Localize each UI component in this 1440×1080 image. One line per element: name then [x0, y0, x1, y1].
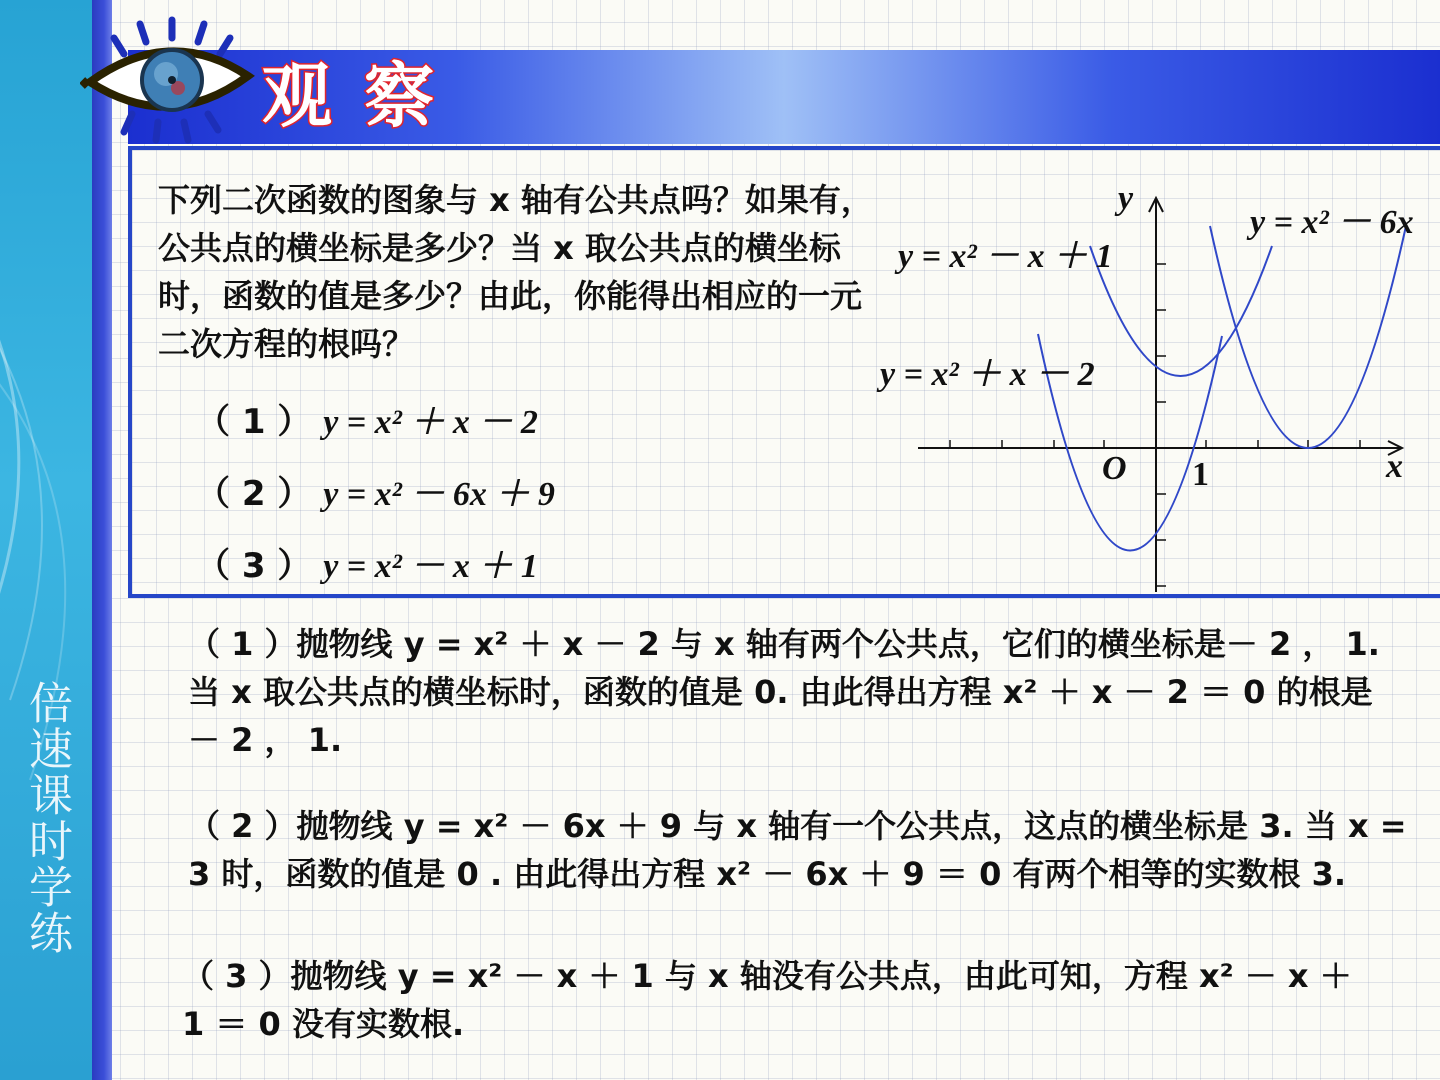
- curve-label-1: y = x² － 6x: [1250, 204, 1414, 241]
- curve-label-2: y = x² － x ＋ 1: [898, 238, 1113, 275]
- question-item-3: [196, 538, 538, 587]
- item-number: （ 3 ）: [196, 546, 312, 586]
- sidebar-accent-bar: [92, 0, 112, 1080]
- answer-3: （ 3 ）抛物线 y = x² － x ＋ 1 与 x 轴没有公共点，由此可知，方程 x² － x ＋ 1 ＝ 0 没有实数根.: [182, 957, 1352, 1043]
- answer-1: （ 1 ）抛物线 y = x² ＋ x － 2 与 x 轴有两个公共点，它们的横坐标是－ 2 ， 1. 当 x 取公共点的横坐标时，函数的值是 0. 由此得出方程 x² ＋ x － 2 ＝ 0 的根是－ 2 ， 1.: [188, 625, 1380, 759]
- curve-x2-minus-6x-plus-9: [1210, 226, 1406, 448]
- origin-label: O: [1102, 450, 1127, 487]
- answer-2: （ 2 ）抛物线 y = x² － 6x ＋ 9 与 x 轴有一个公共点，这点的横坐标是 3. 当 x = 3 时，函数的值是 0 . 由此得出方程 x² － 6x ＋ 9 ＝ 0 有两个相等的实数根 3.: [188, 807, 1407, 893]
- axis-y-label: y: [1118, 180, 1134, 217]
- curve-label-3: y = x² ＋ x － 2: [880, 356, 1095, 393]
- item-number: （ 1 ）: [196, 402, 312, 442]
- question-text: 下列二次函数的图象与 x 轴有公共点吗？如果有，公共点的横坐标是多少？当 x 取公共点的横坐标时，函数的值是多少？由此，你能得出相应的一元二次方程的根吗？: [158, 181, 873, 363]
- eye-icon: [80, 14, 260, 144]
- sidebar-label: 倍速课时学练: [21, 680, 72, 956]
- axis-x-label: x: [1386, 448, 1403, 485]
- sidebar: [0, 0, 92, 1080]
- item-expression: y = x² － x ＋ 1: [323, 548, 538, 585]
- page-title: 观察: [262, 55, 466, 137]
- item-expression: y = x² － 6x ＋ 9: [323, 476, 555, 513]
- item-expression: y = x² ＋ x － 2: [323, 404, 538, 441]
- question-item-1: [196, 394, 538, 443]
- item-number: （ 2 ）: [196, 474, 312, 514]
- question-item-2: [196, 466, 555, 515]
- tick-one-label: 1: [1192, 456, 1209, 493]
